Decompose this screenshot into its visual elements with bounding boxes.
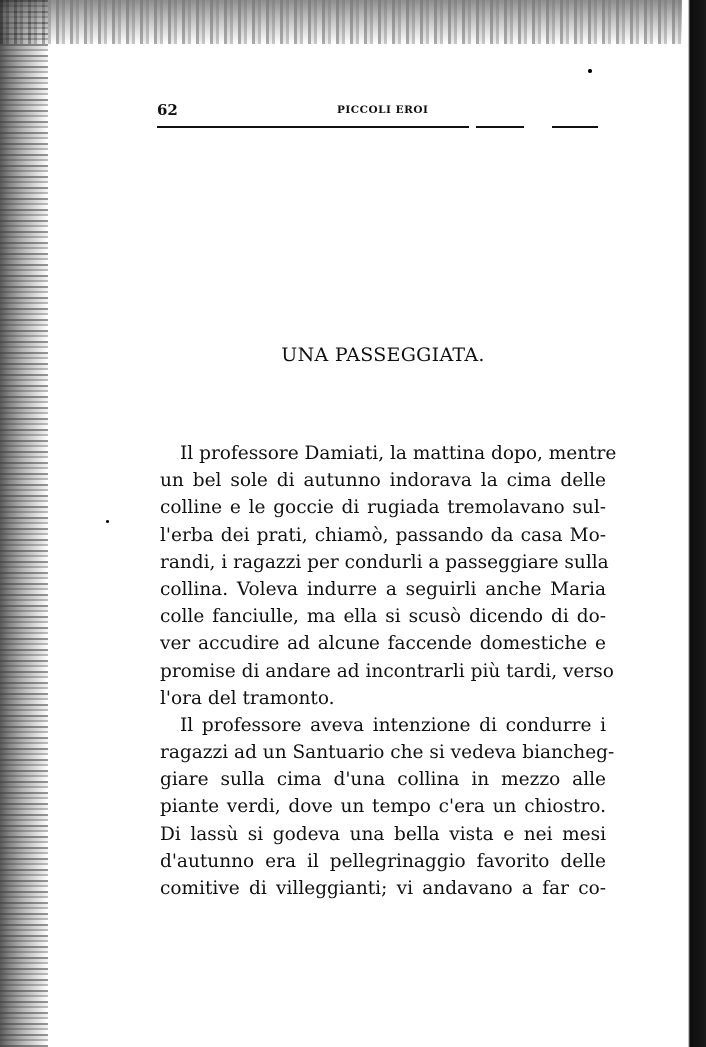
text-line: d'autunno era il pellegrinaggio favorito delle (160, 850, 606, 872)
text-line: l'erba dei prati, chiamò, passando da casa Mo- (160, 524, 606, 546)
running-title: PICCOLI EROI (337, 104, 429, 116)
text-line: promise di andare ad incontrarli più tardi, verso (160, 660, 614, 682)
body-text (160, 440, 617, 902)
paragraph (160, 712, 615, 902)
text-line: Il professore aveva intenzione di condurre i (180, 714, 606, 736)
header-rule (552, 126, 598, 128)
ink-speck (588, 69, 592, 73)
chapter-title: UNA PASSEGGIATA. (281, 344, 485, 366)
text-line: randi, i ragazzi per condurli a passeggiare sulla (160, 551, 609, 573)
text-line: colle fanciulle, ma ella si scusò dicendo di do- (160, 606, 606, 628)
text-line: un bel sole di autunno indorava la cima delle (160, 470, 606, 492)
header-rule (476, 126, 524, 128)
text-line: Il professore Damiati, la mattina dopo, mentre (180, 443, 617, 464)
paragraph (160, 440, 617, 712)
header-rule (157, 126, 469, 128)
text-line: piante verdi, dove un tempo c'era un chiostro. (160, 796, 606, 818)
text-line: ragazzi ad un Santuario che si vedeva biancheg- (160, 742, 615, 764)
text-line: l'ora del tramonto. (160, 687, 335, 709)
scan-right-edge (682, 0, 706, 1047)
text-line: giare sulla cima d'una collina in mezzo alle (160, 769, 606, 791)
text-line: comitive di villeggianti; vi andavano a far co- (160, 878, 606, 899)
scan-left-edge (0, 0, 48, 1047)
page-number: 62 (157, 101, 178, 119)
text-line: collina. Voleva indurre a seguirli anche Maria (160, 578, 606, 600)
ink-speck (106, 520, 109, 523)
text-line: colline e le goccie di rugiada tremolavano sul- (160, 497, 606, 519)
text-line: Di lassù si godeva una bella vista e nei mesi (160, 823, 606, 845)
text-line: ver accudire ad alcune faccende domestiche e (160, 633, 606, 655)
scan-top-edge (0, 0, 690, 44)
page-header (157, 101, 599, 125)
